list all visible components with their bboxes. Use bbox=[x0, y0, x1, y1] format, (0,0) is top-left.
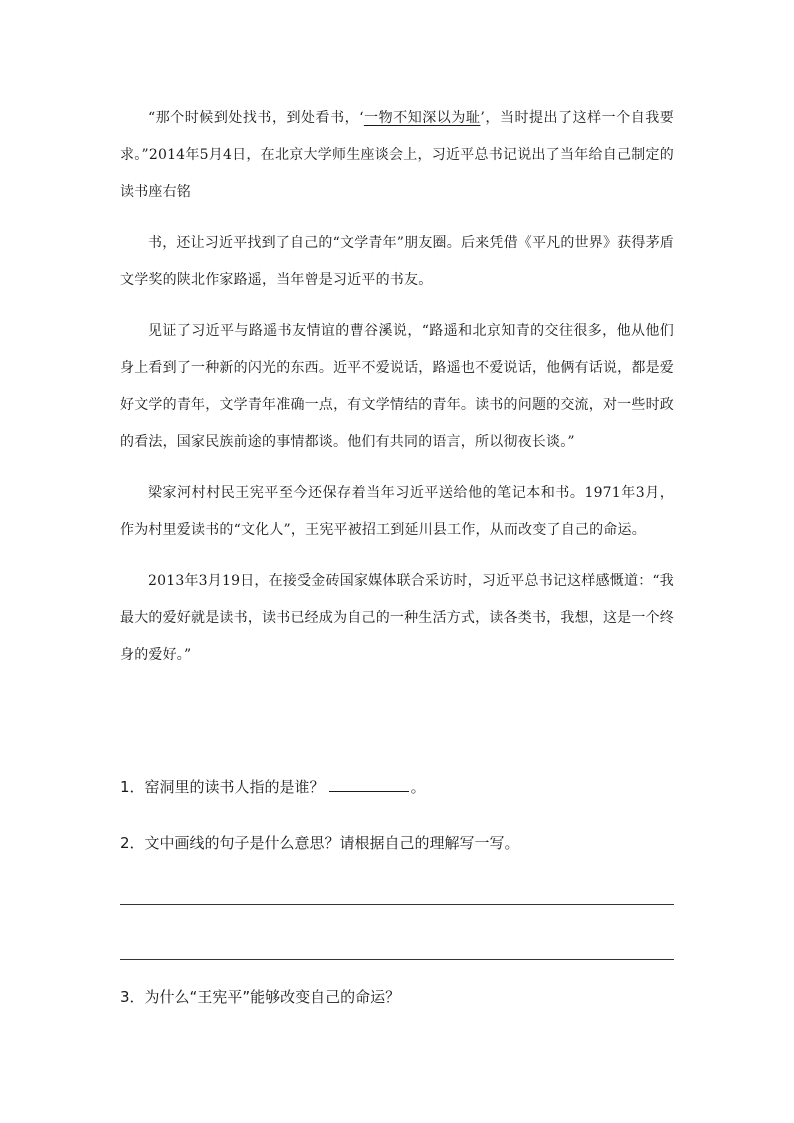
question-1 bbox=[120, 776, 426, 798]
underlined-sentence: 一物不知深以为耻 bbox=[363, 110, 481, 126]
question-3-text: 为什么“王宪平”能够改变自己的命运？ bbox=[144, 988, 401, 1006]
question-3-number: 3． bbox=[120, 988, 145, 1006]
paragraph-2: 书，还让习近平找到了自己的“文学青年”朋友圈。后来凭借《平凡的世界》获得茅盾文学奖的陕北作家路遥，当年曾是习近平的书友。 bbox=[120, 235, 674, 288]
question-2 bbox=[120, 832, 520, 854]
paragraph-5: 2013年3月19日，在接受金砖国家媒体联合采访时，习近平总书记这样感慨道：“我最大的爱好就是读书，读书已经成为自己的一种生活方式，读各类书，我想，这是一个终身的爱好。” bbox=[120, 573, 674, 663]
question-2-text: 文中画线的句子是什么意思？请根据自己的理解写一写。 bbox=[144, 834, 520, 852]
question-3 bbox=[120, 986, 400, 1008]
reading-passage bbox=[120, 100, 674, 674]
paragraph-1-after: ’，当时提出了这样一个自我要求。”2014年5月4日，在北京大学师生座谈会上，习近平总书记说出了当年给自己制定的读书座右铭 bbox=[120, 110, 675, 200]
paragraph-1 bbox=[120, 100, 674, 211]
answer-line-2[interactable] bbox=[120, 959, 674, 960]
paragraph-1-before: “那个时候到处找书，到处看书，‘ bbox=[148, 110, 364, 126]
paragraph-3: 见证了习近平与路遥书友情谊的曹谷溪说，“路遥和北京知青的交往很多，他从他们身上看到了一种新的闪光的东西。近平不爱说话，路遥也不爱说话，他俩有话说，都是爱好文学的青年，文学青年准确一点，有文学情结的青年。读书的问题的交流，对一些时政的看法，国家民族前途的事情都谈。他们有共同的语言，所以彻夜长谈。” bbox=[120, 323, 674, 450]
question-1-answer-blank[interactable] bbox=[329, 776, 409, 792]
question-1-number: 1． bbox=[120, 778, 145, 796]
question-1-suffix: 。 bbox=[410, 778, 426, 796]
question-1-text: 窑洞里的读书人指的是谁？ bbox=[144, 778, 325, 796]
answer-line-1[interactable] bbox=[120, 904, 674, 905]
question-2-number: 2． bbox=[120, 834, 145, 852]
paragraph-4: 梁家河村村民王宪平至今还保存着当年习近平送给他的笔记本和书。1971年3月，作为村里爱读书的“文化人”，王宪平被招工到延川县工作，从而改变了自己的命运。 bbox=[120, 485, 674, 538]
